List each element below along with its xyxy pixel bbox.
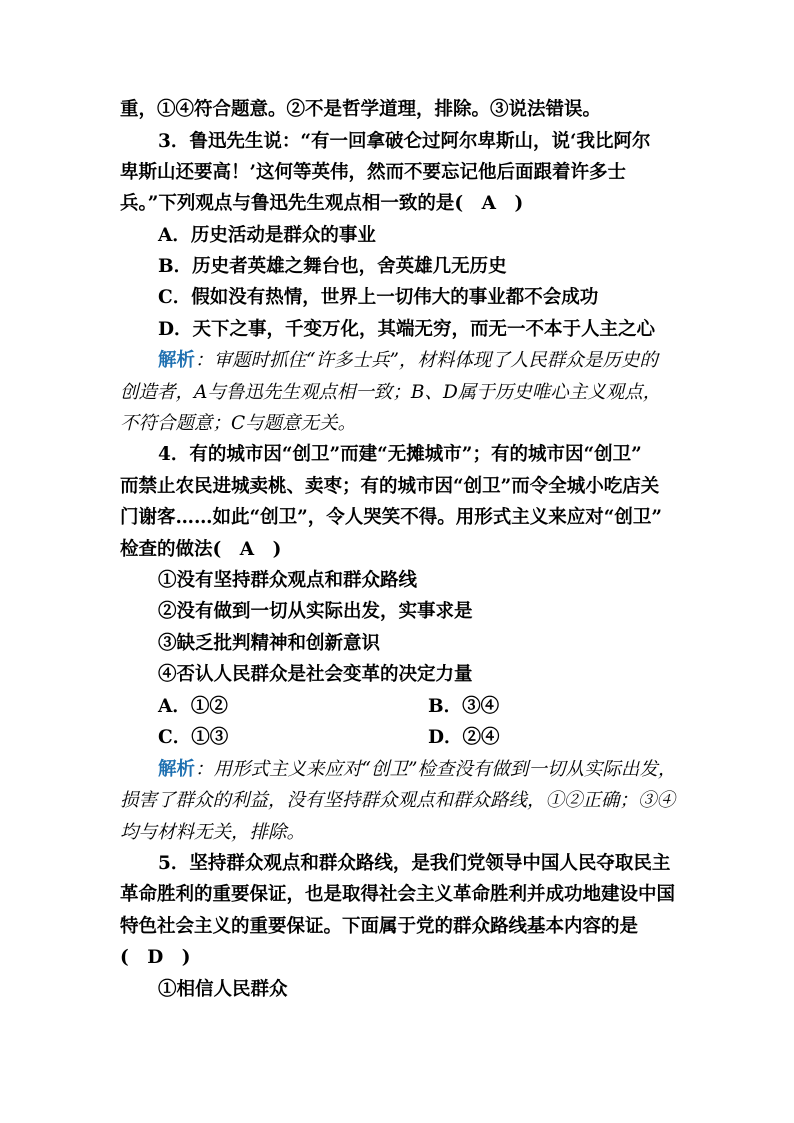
analysis-text: ：用形式主义来应对“创卫”检查没有做到一切从实际出发， [195,759,677,780]
text-line: 检查的做法( A ) [120,539,282,560]
option-a: A．①② [158,696,228,717]
analysis-line: 均与材料无关，排除。 [120,822,306,843]
text-line: 兵。”下列观点与鲁迅先生观点相一致的是( A ) [120,193,524,214]
statement-1: ①没有坚持群众观点和群众路线 [158,570,418,591]
text-line: 卑斯山还要高！’这何等英伟，然而不要忘记他后面跟着许多士 [120,162,626,183]
analysis-label: 解析 [158,759,196,780]
statement-1: ①相信人民群众 [158,979,288,1000]
analysis-text: ：审题时抓住“许多士兵”，材料体现了人民群众是历史的 [195,350,658,371]
analysis-line: 创造者，A与鲁迅先生观点相一致；B、D属于历史唯心主义观点， [120,382,662,403]
statement-4: ④否认人民群众是社会变革的决定力量 [158,664,473,685]
analysis-line: 损害了群众的利益，没有坚持群众观点和群众路线，①②正确；③④ [120,790,676,811]
text-line: 重，①④符合题意。②不是哲学道理，排除。③说法错误。 [120,99,602,120]
option-c: C．①③ [158,727,229,748]
analysis-line: 不符合题意；C与题意无关。 [120,413,357,434]
text-line: 门谢客……如此“创卫”，令人哭笑不得。用形式主义来应对“创卫” [120,507,663,528]
text-line: 而禁止农民进城卖桃、卖枣；有的城市因“创卫”而令全城小吃店关 [120,476,660,497]
text-line: ( D ) [120,947,191,968]
statement-3: ③缺乏批判精神和创新意识 [158,633,381,654]
analysis-line [158,348,718,374]
statement-2: ②没有做到一切从实际出发，实事求是 [158,601,473,622]
analysis-label: 解析 [158,350,196,371]
question-4-stem: 4．有的城市因“创卫”而建“无摊城市”；有的城市因“创卫” [158,444,642,465]
analysis-line [158,757,718,783]
text-line: 革命胜利的重要保证，也是取得社会主义革命胜利并成功地建设中国 [120,884,676,905]
option-b: B．③④ [428,696,500,717]
option-c: C．假如没有热情，世界上一切伟大的事业都不会成功 [158,287,599,308]
option-a: A．历史活动是群众的事业 [158,225,376,246]
text-line: 特色社会主义的重要保证。下面属于党的群众路线基本内容的是 [120,916,639,937]
option-d: D．天下之事，千变万化，其端无穷，而无一不本于人主之心 [158,319,656,340]
question-5-stem: 5．坚持群众观点和群众路线，是我们党领导中国人民夺取民主 [158,853,671,874]
option-d: D．②④ [428,727,500,748]
option-b: B．历史者英雄之舞台也，舍英雄几无历史 [158,256,507,277]
question-3-stem: 3．鲁迅先生说：“有一回拿破仑过阿尔卑斯山，说‘我比阿尔 [158,131,651,152]
